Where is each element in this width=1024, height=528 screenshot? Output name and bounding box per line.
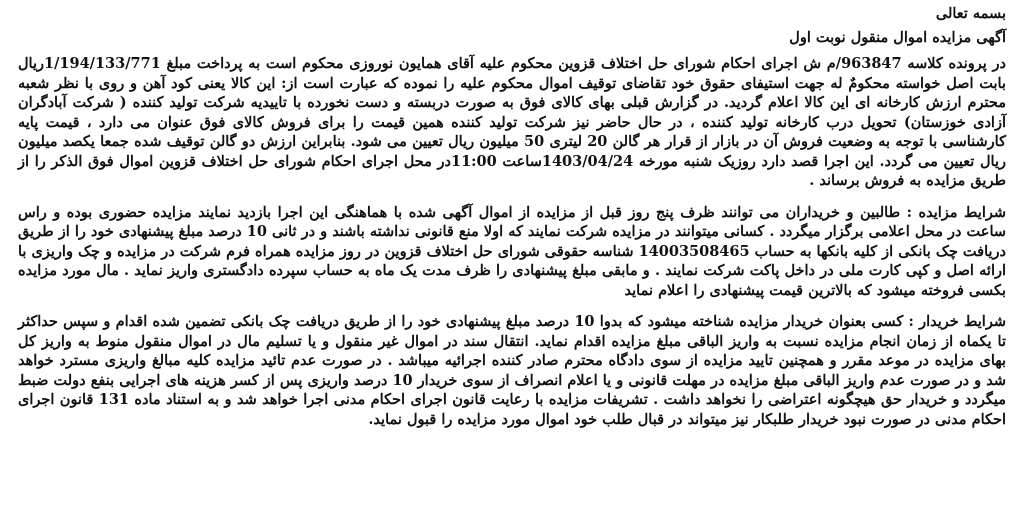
auction-conditions-paragraph: شرایط مزایده : طالبین و خریداران می توانند ظرف پنج روز قبل از مزایده از اموال آگهی شده با هماهنگی این اجرا بازدید نمایند مزایده حضوری بوده و راس ساعت در محل اعلامی برگزار میگردد . کسانی میتوانند در مزایده شرکت نمایند که اولا منع قانونی نداشته باشند و در ثانی 10 درصد مبلغ پیشنهادی خود را از طریق دریافت چک بانکی از کلیه بانکها به حساب 14003508465 شناسه حقوقی شورای حل اختلاف قزوین در روز مزایده همراه فرم شرکت در مزایده و چک واریزی با ارائه اصل و کپی کارت ملی در داخل پاکت شرکت نمایند . و مابقی مبلغ پیشنهادی را ظرف مدت یک ماه به حساب سپرده دادگستری واریز نماید . مال مورد مزایده بکسی فروخته میشود که بالاترین قیمت پیشنهادی را اعلام نماید <box>18 203 1007 299</box>
buyer-conditions-paragraph: شرایط خریدار : کسی بعنوان خریدار مزایده شناخته میشود که بدوا 10 درصد مبلغ پیشنهادی خود را از طریق دریافت چک بانکی تضمین شده اقدام و سپس حداکثر تا یکماه از زمان انجام مزایده نسبت به واریز الباقی مبلغ مزایده اقدام نماید. انتقال سند در اموال غیر منقول و یا تسلیم مال در اموال منقول منوط به واریز کل بهای مزایده در موعد مقرر و همچنین تایید مزایده از سوی دادگاه محترم صادر کننده اجرائیه میباشد . در صورت عدم تائید مزایده کلیه مبالغ واریزی مسترد خواهد شد و در صورت عدم واریز الباقی مبلغ مزایده در مهلت قانونی و یا اعلام انصراف از سوی خریدار 10 درصد واریزی پس از کسر هزینه های اجرایی بنفع دولت ضبط میگردد و خریدار حق هیچگونه اعتراضی را نخواهد داشت . تشریفات مزایده با رعایت قانون اجرای احکام مدنی اجرا خواهد شد و به استناد ماده 131 قانون اجرای احکام مدنی در صورت نبود خریدار طلبکار نیز میتواند در قبال طلب خود اموال مورد مزایده را قبول نماید. <box>18 313 1007 428</box>
auction-notice <box>18 4 1006 524</box>
case-details-paragraph: در پرونده کلاسه 963847/م ش اجرای احکام شورای حل اختلاف قزوین محکوم علیه آقای همایون نوروزی محکوم است به پرداخت مبلغ 1/194/133/771ریال بابت اصل خواسته محکومٌ له جهت استیفای حقوق خود تقاضای توقیف اموال محکوم علیه را نموده که عبارت است از: این کالا یعنی کود آهن و روی با نظر شعبه محترم ارزش کارخانه ای این کالا اعلام گردید. در گزارش قبلی بهای کالای فوق به صورت دربسته و دست نخورده با تاییدیه شرکت تولید کننده ( شرکت آبادگران آزادی خوزستان) تحویل درب کارخانه تولید کننده ، در حال حاضر نیز شرکت تولید کننده همین قیمت را برای فروش کالای فوق عنوان می دارد ، قیمت پایه کارشناسی با توجه به وضعیت فروش آن در بازار از قرار هر گالن 20 لیتری 50 میلیون ریال تعیین می شود. بنابراین ارزش دو گالن توقیف شده جمعا یکصد میلیون ریال تعیین می گردد. این اجرا قصد دارد روزیک شنبه مورخه 1403/04/24ساعت 11:00در محل اجرای احکام شورای حل اختلاف قزوین اموال فوق الذکر را از طریق مزایده به فروش برساند . <box>18 55 1006 189</box>
basmala-heading: بسمه تعالی <box>935 5 1006 22</box>
notice-title: آگهی مزایده اموال منقول نوبت اول <box>789 29 1006 46</box>
